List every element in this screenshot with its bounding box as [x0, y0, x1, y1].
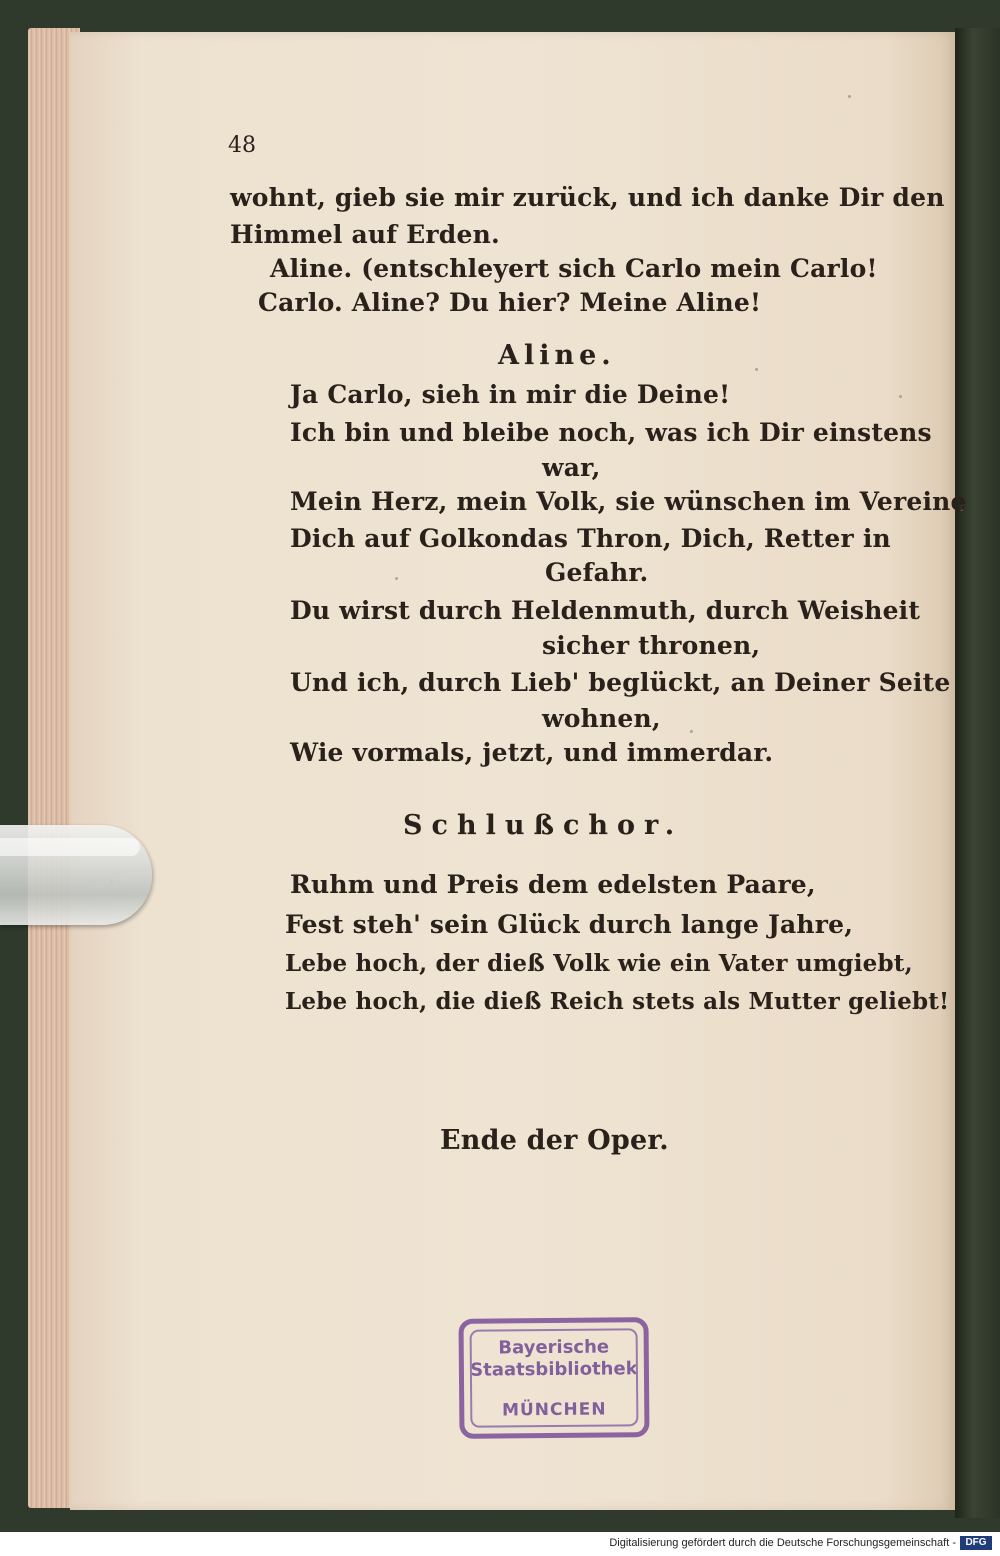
song-heading: Aline.	[498, 340, 616, 371]
text-line-2: Himmel auf Erden.	[230, 220, 500, 249]
chorus-line-1: Ruhm und Preis dem edelsten Paare,	[290, 870, 816, 899]
clip-highlight	[0, 838, 140, 856]
song-line-3: war,	[542, 453, 601, 482]
footer-credit: Digitalisierung gefördert durch die Deutsche Forschungsgemeinschaft -	[609, 1537, 956, 1549]
song-line-8: sicher thronen,	[542, 631, 761, 660]
song-line-11: Wie vormals, jetzt, und immerdar.	[290, 738, 774, 767]
stamp-line-1: Bayerische	[498, 1336, 610, 1359]
song-line-10: wohnen,	[542, 704, 661, 733]
dfg-logo-icon: DFG	[960, 1536, 992, 1550]
text-line-1: wohnt, gieb sie mir zurück, und ich danke Dir den	[230, 183, 945, 212]
song-line-5: Dich auf Golkondas Thron, Dich, Retter in	[290, 524, 891, 553]
song-line-4: Mein Herz, mein Volk, sie wünschen im Vereine	[290, 487, 967, 516]
song-line-6: Gefahr.	[545, 558, 649, 587]
song-line-1: Ja Carlo, sieh in mir die Deine!	[290, 380, 731, 409]
text-line-4: Carlo. Aline? Du hier? Meine Aline!	[258, 288, 762, 317]
library-stamp	[458, 1317, 649, 1439]
song-line-9: Und ich, durch Lieb' beglückt, an Deiner Seite	[290, 668, 951, 697]
song-line-2: Ich bin und bleibe noch, was ich Dir einstens	[290, 418, 932, 447]
stamp-line-3: MÜNCHEN	[501, 1399, 607, 1421]
page-number: 48	[228, 133, 256, 158]
chorus-line-3: Lebe hoch, der dieß Volk wie ein Vater umgiebt,	[285, 950, 913, 977]
song-line-7: Du wirst durch Heldenmuth, durch Weisheit	[290, 596, 921, 625]
stamp-inner-border	[470, 1328, 639, 1427]
chorus-line-4: Lebe hoch, die dieß Reich stets als Mutter geliebt!	[285, 988, 950, 1015]
chorus-heading: Schlußchor.	[403, 810, 684, 841]
text-line-3: Aline. (entschleyert sich Carlo mein Carlo!	[270, 254, 878, 283]
chorus-line-2: Fest steh' sein Glück durch lange Jahre,	[285, 910, 854, 939]
stamp-line-2: Staatsbibliothek	[470, 1358, 638, 1381]
book-spine	[955, 28, 1000, 1518]
end-of-opera: Ende der Oper.	[440, 1125, 669, 1156]
